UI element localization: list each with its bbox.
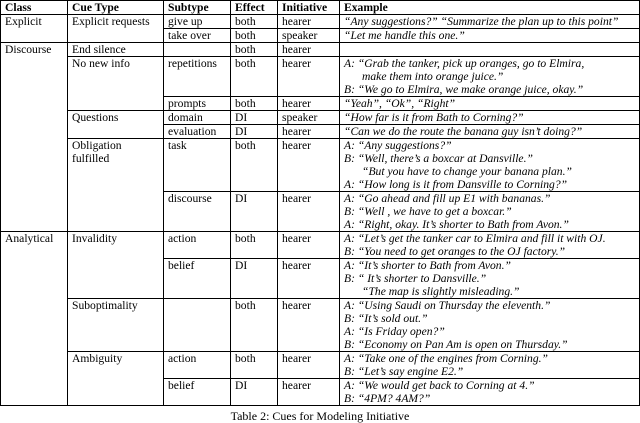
table-caption: Table 2: Cues for Modeling Initiative bbox=[230, 409, 410, 423]
subtype-cell: take over bbox=[164, 29, 231, 43]
effect-cell: DI bbox=[231, 192, 278, 232]
example-line: A: “Is Friday open?” bbox=[344, 325, 445, 338]
effect-cell: both bbox=[231, 29, 278, 43]
example-line: B: “4PM? 4AM?” bbox=[344, 392, 431, 405]
initiative-cell: hearer bbox=[278, 299, 340, 352]
example-cell bbox=[340, 379, 640, 406]
subtype-cell bbox=[164, 299, 231, 352]
initiative-cell: hearer bbox=[278, 259, 340, 299]
example-line: A: “It’s shorter to Bath from Avon.” bbox=[344, 259, 511, 272]
example-line: A: “Let’s get the tanker car to Elmira and fill it with OJ. bbox=[344, 232, 606, 245]
table-row bbox=[1, 111, 640, 125]
example-line: B: “Let’s say engine E2.” bbox=[344, 365, 464, 378]
effect-cell: DI bbox=[231, 125, 278, 139]
effect-cell: both bbox=[231, 97, 278, 111]
initiative-cell: hearer bbox=[278, 379, 340, 406]
example-cell bbox=[340, 111, 640, 125]
initiative-cell: speaker bbox=[278, 111, 340, 125]
cue-type-cell: Ambiguity bbox=[68, 352, 164, 406]
column-header: Cue Type bbox=[68, 1, 164, 15]
example-line: “Yeah”, “Ok”, “Right” bbox=[344, 97, 456, 110]
example-line: A: “Using Saudi on Thursday the eleventh.” bbox=[344, 299, 551, 312]
example-line: A: “Take one of the engines from Corning.” bbox=[344, 352, 548, 365]
initiative-cell: hearer bbox=[278, 43, 340, 57]
example-cell bbox=[340, 139, 640, 192]
cue-type-cell: Obligation fulfilled bbox=[68, 139, 164, 232]
subtype-cell: domain bbox=[164, 111, 231, 125]
cue-type-cell: Explicit requests bbox=[68, 15, 164, 43]
example-line: B: “ It’s shorter to Dansville.” bbox=[344, 272, 487, 285]
example-line: “Can we do the route the banana guy isn’t doing?” bbox=[344, 125, 583, 138]
subtype-cell: action bbox=[164, 352, 231, 379]
initiative-cell: hearer bbox=[278, 125, 340, 139]
example-line: B: “It’s sold out.” bbox=[344, 312, 428, 325]
table-row bbox=[1, 352, 640, 379]
column-header: Initiative bbox=[278, 1, 340, 15]
example-line: A: “Any suggestions?” bbox=[344, 139, 452, 152]
example-line: “How far is it from Bath to Corning?” bbox=[344, 111, 524, 124]
example-line: “Let me handle this one.” bbox=[344, 29, 465, 42]
effect-cell: both bbox=[231, 43, 278, 57]
example-line: B: “We go to Elmira, we make orange juice, okay.” bbox=[344, 83, 584, 96]
initiative-cell: hearer bbox=[278, 352, 340, 379]
subtype-cell: task bbox=[164, 139, 231, 192]
example-line: B: “Well , we have to get a boxcar.” bbox=[344, 205, 512, 218]
effect-cell: DI bbox=[231, 111, 278, 125]
column-header: Subtype bbox=[164, 1, 231, 15]
example-cell bbox=[340, 29, 640, 43]
example-cell bbox=[340, 15, 640, 29]
effect-cell: both bbox=[231, 15, 278, 29]
table-row bbox=[1, 139, 640, 192]
class-cell: Explicit bbox=[1, 15, 68, 43]
example-line: “The map is slightly misleading.” bbox=[362, 285, 520, 298]
subtype-cell: repetitions bbox=[164, 57, 231, 97]
example-cell bbox=[340, 125, 640, 139]
subtype-cell: discourse bbox=[164, 192, 231, 232]
effect-cell: both bbox=[231, 139, 278, 192]
example-line: “But you have to change your banana plan.” bbox=[362, 165, 572, 178]
example-line: “Any suggestions?” “Summarize the plan up to this point” bbox=[344, 15, 619, 28]
table-row bbox=[1, 43, 640, 57]
effect-cell: DI bbox=[231, 379, 278, 406]
subtype-cell: action bbox=[164, 232, 231, 259]
subtype-cell: give up bbox=[164, 15, 231, 29]
cue-type-cell: Invalidity bbox=[68, 232, 164, 299]
cue-type-cell: Questions bbox=[68, 111, 164, 139]
subtype-cell bbox=[164, 43, 231, 57]
initiative-cell: hearer bbox=[278, 192, 340, 232]
example-cell bbox=[340, 192, 640, 232]
example-cell bbox=[340, 299, 640, 352]
example-cell bbox=[340, 43, 640, 57]
example-line: A: “Right, okay. It’s shorter to Bath from Avon.” bbox=[344, 218, 569, 231]
effect-cell: DI bbox=[231, 259, 278, 299]
table-row bbox=[1, 299, 640, 352]
table-row bbox=[1, 232, 640, 259]
example-line: B: “Well, there’s a boxcar at Dansville.” bbox=[344, 152, 533, 165]
example-line: A: “We would get back to Corning at 4.” bbox=[344, 379, 535, 392]
example-cell bbox=[340, 57, 640, 97]
initiative-cell: hearer bbox=[278, 232, 340, 259]
example-cell bbox=[340, 352, 640, 379]
subtype-cell: belief bbox=[164, 259, 231, 299]
cue-type-cell: Suboptimality bbox=[68, 299, 164, 352]
column-header: Example bbox=[340, 1, 640, 15]
example-cell bbox=[340, 97, 640, 111]
cue-type-cell: End silence bbox=[68, 43, 164, 57]
example-line: B: “You need to get oranges to the OJ factory.” bbox=[344, 245, 566, 258]
initiative-cell: speaker bbox=[278, 29, 340, 43]
example-line: A: “Go ahead and fill up E1 with bananas.” bbox=[344, 192, 551, 205]
subtype-cell: evaluation bbox=[164, 125, 231, 139]
subtype-cell: prompts bbox=[164, 97, 231, 111]
effect-cell: both bbox=[231, 299, 278, 352]
example-line: A: “How long is it from Dansville to Corning?” bbox=[344, 178, 568, 191]
initiative-cell: hearer bbox=[278, 15, 340, 29]
class-cell: Discourse bbox=[1, 43, 68, 232]
subtype-cell: belief bbox=[164, 379, 231, 406]
table-header bbox=[1, 1, 640, 15]
example-line: make them into orange juice.” bbox=[362, 70, 504, 83]
table-row bbox=[1, 15, 640, 29]
initiative-cell: hearer bbox=[278, 97, 340, 111]
column-header: Class bbox=[1, 1, 68, 15]
example-cell bbox=[340, 259, 640, 299]
cue-type-cell: No new info bbox=[68, 57, 164, 111]
example-line: B: “Economy on Pan Am is open on Thursday.” bbox=[344, 338, 568, 351]
table-row bbox=[1, 57, 640, 97]
effect-cell: both bbox=[231, 352, 278, 379]
effect-cell: both bbox=[231, 232, 278, 259]
class-cell: Analytical bbox=[1, 232, 68, 406]
column-header: Effect bbox=[231, 1, 278, 15]
effect-cell: both bbox=[231, 57, 278, 97]
initiative-cell: hearer bbox=[278, 57, 340, 97]
initiative-cell: hearer bbox=[278, 139, 340, 192]
example-cell bbox=[340, 232, 640, 259]
example-line: A: “Grab the tanker, pick up oranges, go to Elmira, bbox=[344, 57, 585, 70]
